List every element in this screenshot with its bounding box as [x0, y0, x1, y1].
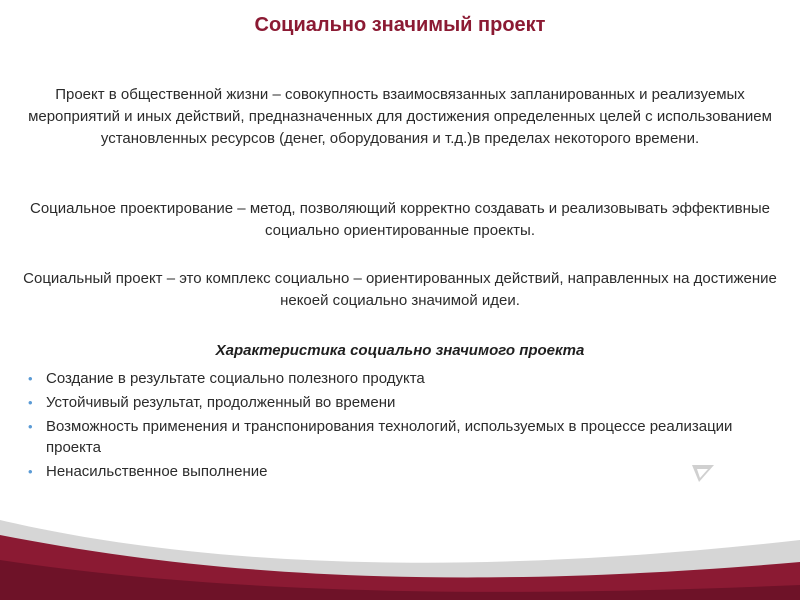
list-item-text: Ненасильственное выполнение — [46, 463, 268, 480]
list-item-text: Возможность применения и транспонирования технологий, используемых в процессе реализации проекта — [46, 418, 733, 456]
list-item-text: Создание в результате социально полезного продукта — [46, 370, 425, 387]
social-design-definition: Социальное проектирование – метод, позволяющий корректно создавать и реализовывать эффективные социально ориентированные проекты. — [29, 200, 771, 239]
characteristics-heading: Характеристика социально значимого проекта — [215, 342, 585, 359]
decorative-arrow-icon — [690, 462, 716, 484]
bullet-icon: • — [28, 395, 33, 410]
bullet-icon: • — [28, 464, 33, 479]
characteristics-list — [28, 368, 778, 485]
bullet-icon: • — [28, 419, 33, 434]
social-project-definition: Социальный проект – это комплекс социально – ориентированных действий, направленных на достижение некоей социально значимой идеи. — [23, 270, 777, 309]
list-item — [28, 416, 778, 458]
decorative-wave-footer — [0, 500, 800, 600]
list-item — [28, 461, 778, 482]
list-item — [28, 368, 778, 389]
bullet-icon: • — [28, 371, 33, 386]
project-definition: Проект в общественной жизни – совокупность взаимосвязанных запланированных и реализуемых мероприятий и иных действий, предназначенных для достижения определенных целей с использованием установленных ресурсов (денег, оборудования и т.д.)в пределах некоторого времени. — [28, 86, 772, 147]
list-item — [28, 392, 778, 413]
list-item-text: Устойчивый результат, продолженный во времени — [46, 394, 396, 411]
slide-title: Социально значимый проект — [254, 14, 546, 36]
